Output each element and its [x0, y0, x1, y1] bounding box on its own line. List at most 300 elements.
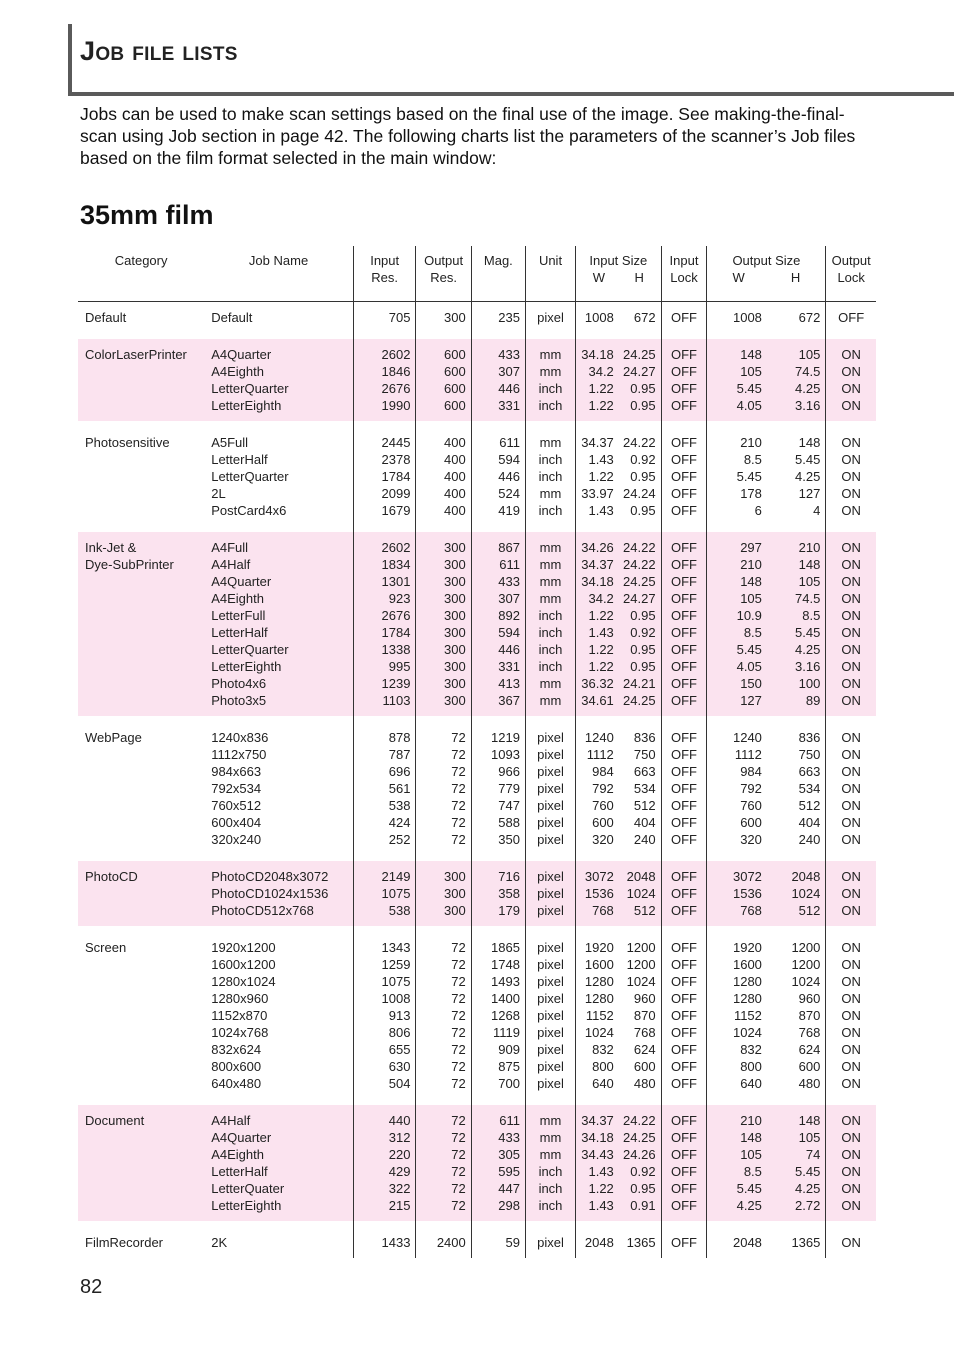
table-cell: 215 — [388, 1198, 411, 1213]
table-cell: 72 — [451, 1025, 466, 1040]
table-cell: OFF — [671, 1025, 697, 1040]
width-value: 1.22 — [588, 381, 614, 396]
table-cell: ON — [841, 1113, 861, 1128]
width-value: 210 — [740, 1113, 762, 1128]
width-value: 36.32 — [581, 676, 614, 691]
width-value: 640 — [592, 1076, 614, 1091]
table-cell: 72 — [451, 940, 466, 955]
width-value: 6 — [754, 503, 762, 518]
table-cell: 800x600 — [211, 1059, 262, 1074]
table-cell: 611 — [499, 435, 520, 450]
height-value: 960 — [633, 991, 656, 1006]
table-cell: OFF — [671, 957, 697, 972]
input-res-cell — [353, 532, 416, 716]
unit-cell — [525, 339, 575, 421]
table-cell: OFF — [671, 886, 697, 901]
table-cell: 446 — [498, 642, 520, 657]
height-value: 2048 — [626, 869, 656, 884]
height-value: 750 — [798, 747, 821, 762]
table-cell: 2676 — [381, 608, 411, 623]
width-value: 34.18 — [581, 347, 614, 362]
height-value: 768 — [798, 1025, 821, 1040]
height-value: 512 — [798, 798, 821, 813]
unit-cell — [525, 1227, 575, 1258]
height-value: 0.95 — [630, 381, 656, 396]
height-value: 600 — [798, 1059, 821, 1074]
table-cell: pixel — [537, 1008, 564, 1023]
table-cell: ON — [841, 398, 861, 413]
table-cell: ON — [841, 693, 861, 708]
table-cell: OFF — [671, 815, 697, 830]
table-cell: OFF — [671, 1235, 697, 1250]
width-value: 1240 — [584, 730, 614, 745]
output-size-cell — [707, 339, 826, 421]
table-header-row — [78, 246, 876, 302]
table-cell: 909 — [498, 1042, 520, 1057]
height-value: 404 — [798, 815, 821, 830]
table-cell: 538 — [388, 798, 411, 813]
mag-cell — [471, 302, 525, 334]
table-cell: 1240x836 — [211, 730, 269, 745]
input-size-cell — [576, 861, 662, 926]
category-label: Photosensitive — [85, 435, 170, 450]
table-cell: 1400 — [491, 991, 520, 1006]
table-cell: 300 — [444, 540, 466, 555]
width-value: 4.05 — [736, 659, 762, 674]
output-lock-cell — [826, 339, 876, 421]
width-value: 832 — [740, 1042, 762, 1057]
width-value: 4.05 — [736, 398, 762, 413]
table-cell: pixel — [537, 1076, 564, 1091]
height-value: 0.92 — [630, 452, 656, 467]
width-value: 1152 — [585, 1008, 614, 1023]
table-cell: OFF — [671, 503, 697, 518]
height-value: 24.22 — [623, 1113, 656, 1128]
input-lock-cell — [661, 932, 707, 1099]
table-cell: 320x240 — [211, 832, 262, 847]
page-number: 82 — [80, 1276, 103, 1298]
height-value: 1200 — [626, 957, 656, 972]
table-cell: ON — [841, 869, 861, 884]
table-cell: mm — [539, 557, 562, 572]
output-size-cell — [707, 427, 826, 526]
width-value: 792 — [740, 781, 762, 796]
category-label: ColorLaserPrinter — [85, 347, 187, 362]
height-value: 836 — [633, 730, 656, 745]
table-cell: 787 — [388, 747, 411, 762]
table-cell: 300 — [444, 574, 466, 589]
table-cell: LetterQuarter — [211, 642, 289, 657]
table-cell: 350 — [498, 832, 520, 847]
table-cell: 832x624 — [211, 1042, 262, 1057]
output-lock-cell — [826, 532, 876, 716]
table-cell: 878 — [388, 730, 411, 745]
table-cell: inch — [538, 1164, 563, 1179]
table-group — [78, 1105, 876, 1221]
table-cell: mm — [539, 1147, 562, 1162]
width-value: 792 — [592, 781, 614, 796]
input-lock-cell — [661, 427, 707, 526]
table-cell: 1493 — [491, 974, 520, 989]
table-group — [78, 861, 876, 926]
width-value: 832 — [592, 1042, 614, 1057]
height-value: 148 — [798, 435, 821, 450]
input-size-cell — [576, 1105, 662, 1221]
table-cell: pixel — [537, 798, 564, 813]
table-cell: 235 — [498, 310, 520, 325]
table-cell: inch — [538, 503, 563, 518]
table-cell: ON — [841, 557, 861, 572]
table-group — [78, 302, 876, 334]
input-res-cell — [353, 1105, 416, 1221]
width-value: 2048 — [732, 1235, 762, 1250]
mag-cell — [471, 532, 525, 716]
table-cell: 1865 — [491, 940, 520, 955]
table-cell: ON — [841, 903, 861, 918]
header-input-lock: Input Lock — [661, 246, 707, 302]
input-res-cell — [353, 302, 416, 334]
table-cell: ON — [841, 364, 861, 379]
width-value: 5.45 — [736, 1181, 762, 1196]
table-cell: mm — [539, 364, 562, 379]
table-cell: mm — [539, 486, 562, 501]
table-cell: 1834 — [381, 557, 411, 572]
table-cell: 300 — [444, 886, 466, 901]
height-value: 105 — [798, 347, 821, 362]
table-cell: ON — [841, 1181, 861, 1196]
category-cell — [78, 1105, 204, 1221]
height-value: 89 — [805, 693, 821, 708]
table-cell: A4Eighth — [211, 364, 264, 379]
table-cell: 2400 — [436, 1235, 466, 1250]
width-value: 1.43 — [588, 1164, 614, 1179]
table-cell: ON — [841, 503, 861, 518]
height-value: 0.95 — [630, 608, 656, 623]
width-value: 1112 — [586, 747, 614, 762]
table-cell: 300 — [444, 659, 466, 674]
width-value: 1.43 — [588, 625, 614, 640]
height-value: 836 — [798, 730, 821, 745]
width-value: 148 — [740, 347, 762, 362]
table-cell: 300 — [444, 903, 466, 918]
input-res-cell — [353, 932, 416, 1099]
height-value: 672 — [633, 310, 656, 325]
table-cell: inch — [538, 452, 563, 467]
table-cell: 72 — [451, 1130, 466, 1145]
table-cell: OFF — [671, 659, 697, 674]
unit-cell — [525, 722, 575, 855]
table-cell: 300 — [444, 608, 466, 623]
width-value: 150 — [740, 676, 762, 691]
table-cell: OFF — [671, 398, 697, 413]
table-cell: mm — [539, 591, 562, 606]
table-cell: 1679 — [381, 503, 411, 518]
width-value: 105 — [740, 364, 762, 379]
table-cell: OFF — [671, 540, 697, 555]
table-cell: OFF — [671, 1059, 697, 1074]
height-value: 74 — [805, 1147, 821, 1162]
width-value: 1112 — [734, 747, 762, 762]
section-title: 35mm film — [80, 200, 214, 230]
table-cell: ON — [841, 1042, 861, 1057]
table-cell: ON — [841, 642, 861, 657]
job-name-cell — [204, 861, 353, 926]
table-cell: A4Half — [211, 557, 251, 572]
table-cell: 72 — [451, 1181, 466, 1196]
width-value: 1024 — [732, 1025, 762, 1040]
table-cell: PostCard4x6 — [211, 503, 287, 518]
table-cell: 700 — [498, 1076, 520, 1091]
table-cell: 322 — [388, 1181, 411, 1196]
mag-cell — [471, 861, 525, 926]
table-cell: 2445 — [381, 435, 411, 450]
output-res-cell — [416, 339, 471, 421]
table-cell: 2099 — [381, 486, 411, 501]
height-value: 768 — [633, 1025, 656, 1040]
output-lock-cell — [826, 302, 876, 334]
table-cell: Photo3x5 — [211, 693, 267, 708]
category-cell — [78, 532, 204, 716]
table-cell: 440 — [388, 1113, 411, 1128]
table-cell: 446 — [498, 381, 520, 396]
table-cell: OFF — [671, 1113, 697, 1128]
width-value: 1.22 — [588, 659, 614, 674]
height-value: 0.91 — [630, 1198, 656, 1213]
width-value: 178 — [740, 486, 762, 501]
width-value: 1600 — [732, 957, 762, 972]
table-cell: 72 — [451, 1042, 466, 1057]
table-cell: 252 — [388, 832, 411, 847]
table-cell: 307 — [498, 591, 520, 606]
table-cell: OFF — [671, 625, 697, 640]
table-cell: 984x663 — [211, 764, 262, 779]
table-cell: 72 — [451, 957, 466, 972]
table-cell: 1280x960 — [211, 991, 269, 1006]
table-cell: pixel — [537, 869, 564, 884]
table-cell: 640x480 — [211, 1076, 262, 1091]
table-cell: 419 — [498, 503, 520, 518]
table-cell: 424 — [388, 815, 411, 830]
table-cell: inch — [538, 381, 563, 396]
table-cell: mm — [539, 540, 562, 555]
table-cell: 358 — [498, 886, 520, 901]
table-cell: 867 — [498, 540, 520, 555]
width-value: 5.45 — [736, 469, 762, 484]
width-value: 1008 — [584, 310, 614, 325]
table-cell: 72 — [451, 1059, 466, 1074]
output-res-cell — [416, 722, 471, 855]
height-value: 1200 — [791, 940, 821, 955]
table-cell: 1338 — [381, 642, 411, 657]
height-value: 404 — [633, 815, 656, 830]
table-cell: OFF — [671, 974, 697, 989]
header-output-lock: Output Lock — [826, 246, 876, 302]
table-cell: OFF — [671, 310, 697, 325]
table-cell: 594 — [498, 625, 520, 640]
table-cell: OFF — [671, 486, 697, 501]
table-cell: 413 — [498, 676, 520, 691]
table-cell: LetterQuarter — [211, 381, 289, 396]
table-cell: 2L — [211, 486, 226, 501]
table-cell: OFF — [671, 347, 697, 362]
height-value: 1200 — [791, 957, 821, 972]
table-cell: 611 — [499, 1113, 520, 1128]
table-cell: 600x404 — [211, 815, 262, 830]
height-value: 0.95 — [630, 503, 656, 518]
table-cell: pixel — [537, 991, 564, 1006]
table-group — [78, 339, 876, 421]
category-cell — [78, 302, 204, 334]
table-cell: pixel — [537, 832, 564, 847]
table-cell: pixel — [537, 957, 564, 972]
table-cell: 1024x768 — [211, 1025, 269, 1040]
height-value: 24.22 — [623, 540, 656, 555]
table-cell: ON — [841, 608, 861, 623]
height-value: 0.95 — [630, 1181, 656, 1196]
table-cell: PhotoCD1024x1536 — [211, 886, 329, 901]
table-cell: 307 — [498, 364, 520, 379]
table-cell: 72 — [451, 1113, 466, 1128]
width-value: 1920 — [584, 940, 614, 955]
mag-cell — [471, 427, 525, 526]
height-value: 3.16 — [795, 659, 821, 674]
header-output-size: Output Size W H — [707, 246, 826, 302]
table-cell: 875 — [498, 1059, 520, 1074]
table-cell: mm — [539, 1130, 562, 1145]
table-cell: ON — [841, 676, 861, 691]
table-cell: ON — [841, 574, 861, 589]
table-cell: 1239 — [381, 676, 411, 691]
table-cell: 524 — [498, 486, 520, 501]
table-cell: mm — [539, 676, 562, 691]
table-cell: 72 — [451, 1008, 466, 1023]
table-cell: 538 — [388, 903, 411, 918]
table-cell: 1600x1200 — [211, 957, 276, 972]
table-cell: pixel — [537, 940, 564, 955]
table-cell: 331 — [498, 659, 520, 674]
width-value: 4.25 — [736, 1198, 762, 1213]
category-label: Screen — [85, 940, 127, 955]
output-lock-cell — [826, 722, 876, 855]
input-lock-cell — [661, 302, 707, 334]
table-cell: 2676 — [381, 381, 411, 396]
output-res-cell — [416, 1227, 471, 1258]
table-cell: pixel — [537, 781, 564, 796]
job-name-cell — [204, 722, 353, 855]
table-cell: 716 — [498, 869, 520, 884]
table-cell: OFF — [671, 747, 697, 762]
table-cell: pixel — [537, 747, 564, 762]
output-res-cell — [416, 532, 471, 716]
table-cell: inch — [538, 1181, 563, 1196]
category-label: Dye-SubPrinter — [85, 557, 174, 572]
table-cell: ON — [841, 1235, 861, 1250]
height-value: 24.24 — [623, 486, 656, 501]
table-cell: pixel — [537, 815, 564, 830]
table-cell: ON — [841, 974, 861, 989]
width-value: 8.5 — [743, 625, 762, 640]
category-label: Default — [85, 310, 127, 325]
width-value: 1240 — [732, 730, 762, 745]
table-cell: 1280x1024 — [211, 974, 276, 989]
width-value: 1920 — [732, 940, 762, 955]
table-cell: 696 — [388, 764, 411, 779]
table-cell: 400 — [444, 435, 466, 450]
output-res-cell — [416, 302, 471, 334]
table-cell: OFF — [671, 1164, 697, 1179]
table-cell: pixel — [537, 1042, 564, 1057]
mag-cell — [471, 339, 525, 421]
table-cell: 892 — [498, 608, 520, 623]
table-cell: 595 — [498, 1164, 520, 1179]
table-group — [78, 427, 876, 526]
height-value: 750 — [633, 747, 656, 762]
table-cell: pixel — [537, 974, 564, 989]
output-lock-cell — [826, 932, 876, 1099]
width-value: 1280 — [584, 974, 614, 989]
table-cell: ON — [841, 1164, 861, 1179]
width-value: 1.43 — [588, 452, 614, 467]
width-value: 127 — [740, 693, 762, 708]
table-cell: ON — [841, 1147, 861, 1162]
width-value: 148 — [740, 1130, 762, 1145]
table-cell: PhotoCD2048x3072 — [211, 869, 329, 884]
table-cell: LetterFull — [211, 608, 266, 623]
job-file-table — [78, 246, 876, 1258]
table-cell: 72 — [451, 764, 466, 779]
input-res-cell — [353, 339, 416, 421]
table-cell: 429 — [388, 1164, 411, 1179]
width-value: 1280 — [584, 991, 614, 1006]
height-value: 1024 — [626, 974, 656, 989]
table-cell: PhotoCD512x768 — [211, 903, 314, 918]
input-lock-cell — [661, 532, 707, 716]
table-cell: 2149 — [381, 869, 411, 884]
table-cell: OFF — [671, 781, 697, 796]
width-value: 34.37 — [581, 1113, 614, 1128]
table-cell: 400 — [444, 486, 466, 501]
table-cell: 1784 — [381, 625, 411, 640]
job-name-cell — [204, 339, 353, 421]
table-cell: OFF — [671, 574, 697, 589]
table-cell: ON — [841, 991, 861, 1006]
unit-cell — [525, 861, 575, 926]
category-label: Document — [85, 1113, 145, 1128]
table-cell: A4Quarter — [211, 1130, 272, 1145]
table-cell: 594 — [498, 452, 520, 467]
height-value: 663 — [798, 764, 821, 779]
output-size-cell — [707, 861, 826, 926]
table-cell: OFF — [671, 676, 697, 691]
table-cell: pixel — [537, 730, 564, 745]
height-value: 960 — [798, 991, 821, 1006]
height-value: 672 — [798, 310, 821, 325]
table-cell: 1093 — [491, 747, 520, 762]
table-cell: LetterQuarter — [211, 469, 289, 484]
table-cell: 1846 — [381, 364, 411, 379]
table-cell: 611 — [499, 557, 520, 572]
table-cell: ON — [841, 659, 861, 674]
table-group — [78, 532, 876, 716]
category-cell — [78, 427, 204, 526]
table-cell: ON — [841, 1130, 861, 1145]
table-cell: 600 — [444, 398, 466, 413]
table-cell: OFF — [671, 381, 697, 396]
unit-cell — [525, 1105, 575, 1221]
width-value: 1152 — [733, 1008, 762, 1023]
mag-cell — [471, 1105, 525, 1221]
height-value: 624 — [798, 1042, 821, 1057]
